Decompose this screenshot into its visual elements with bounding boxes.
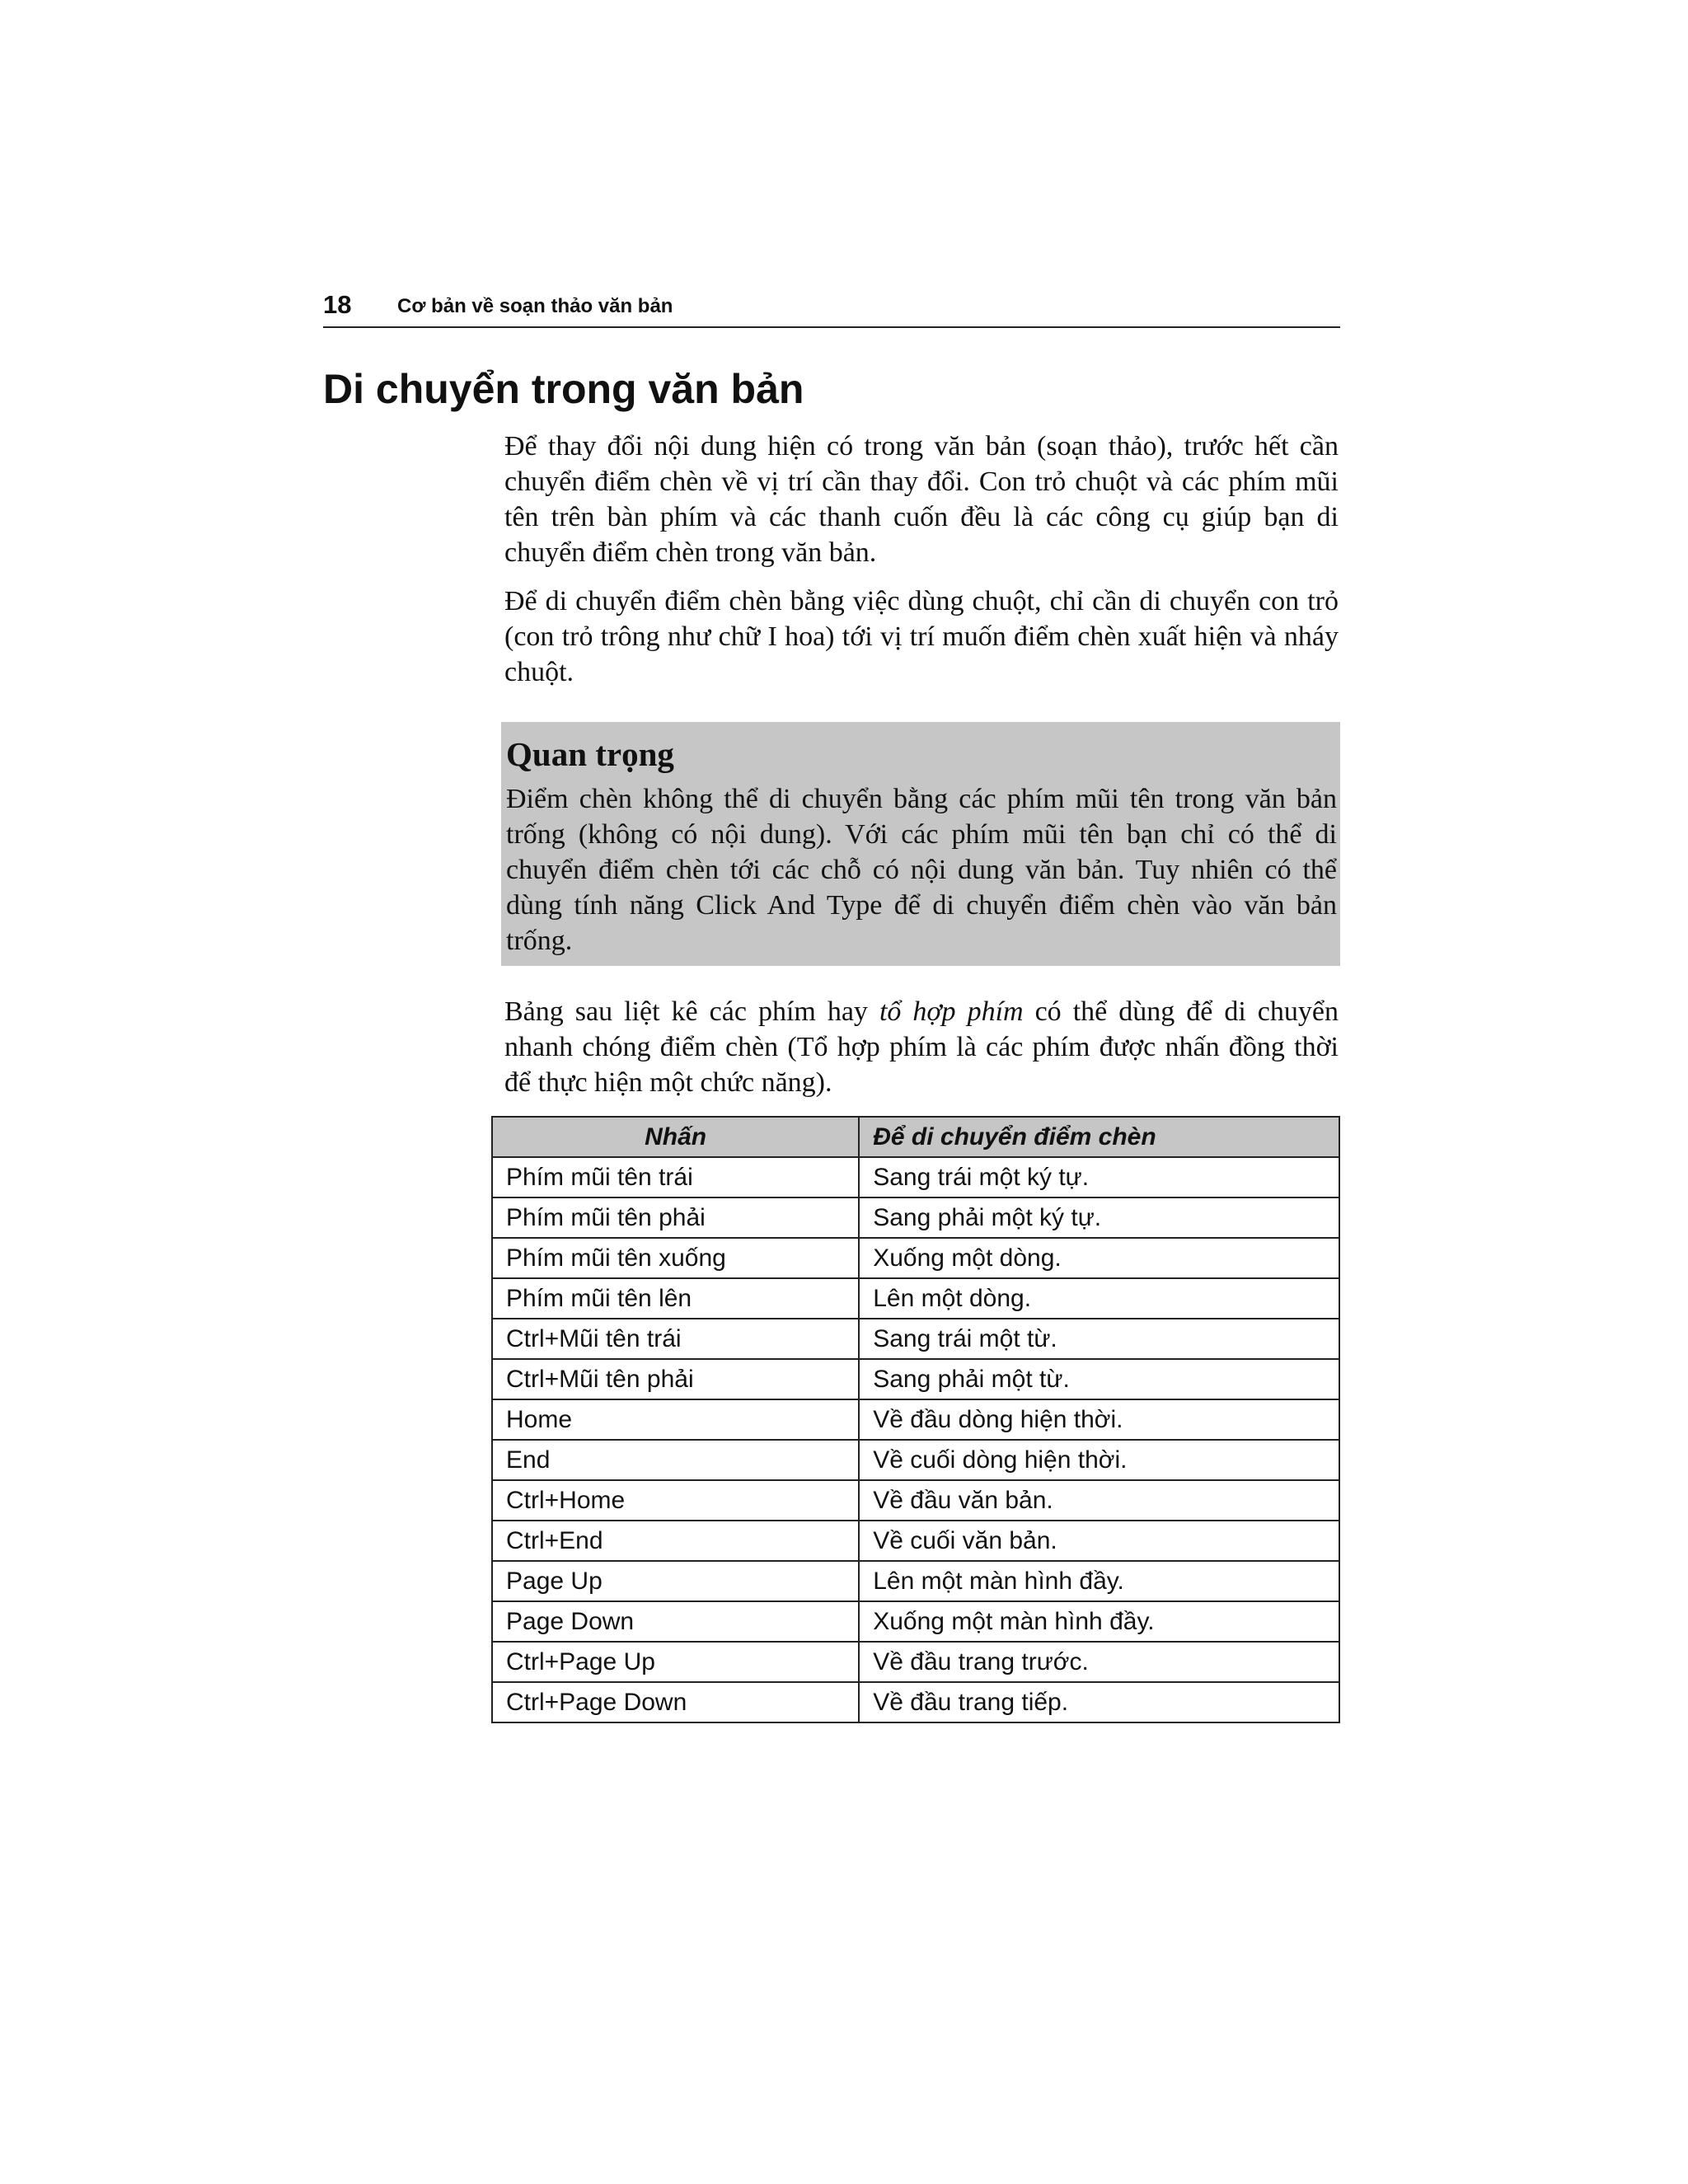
table-cell-key: Page Down <box>492 1601 859 1642</box>
note-title: Quan trọng <box>506 735 674 773</box>
table-cell-key: Phím mũi tên trái <box>492 1157 859 1197</box>
table-row <box>492 1319 1339 1359</box>
running-title: Cơ bản về soạn thảo văn bản <box>397 295 673 317</box>
table-row <box>492 1561 1339 1601</box>
table-cell-key: End <box>492 1440 859 1480</box>
table-row <box>492 1521 1339 1561</box>
important-note-box <box>501 722 1340 966</box>
table-cell-action: Về đầu trang trước. <box>859 1642 1339 1682</box>
table-cell-key: Phím mũi tên xuống <box>492 1238 859 1278</box>
table-cell-key: Page Up <box>492 1561 859 1601</box>
note-body: Điểm chèn không thể di chuyển bằng các phím mũi tên trong văn bản trống (không có nội dung). Với các phím mũi tên bạn chỉ có thể di chuyển điểm chèn tới các chỗ có nội dung văn bản. Tuy nhiên có thể dùng tính năng Click And Type để di chuyển điểm chèn vào văn bản trống. <box>506 784 1337 956</box>
column-header-action: Để di chuyển điểm chèn <box>859 1117 1339 1157</box>
table-row <box>492 1601 1339 1642</box>
table-row <box>492 1359 1339 1399</box>
table-header-row <box>492 1117 1339 1157</box>
table-row <box>492 1197 1339 1238</box>
table-row <box>492 1642 1339 1682</box>
table-cell-action: Sang phải một từ. <box>859 1359 1339 1399</box>
table-cell-action: Về cuối dòng hiện thời. <box>859 1440 1339 1480</box>
table-cell-action: Lên một màn hình đầy. <box>859 1561 1339 1601</box>
table-cell-key: Home <box>492 1399 859 1440</box>
section-title: Di chuyển trong văn bản <box>323 366 804 412</box>
page-header <box>323 290 1340 328</box>
table-cell-key: Ctrl+Mũi tên phải <box>492 1359 859 1399</box>
paragraph-table-intro-term: tổ hợp phím <box>879 996 1024 1027</box>
table-row <box>492 1399 1339 1440</box>
table-cell-key: Ctrl+Page Up <box>492 1642 859 1682</box>
paragraph-table-intro <box>504 994 1339 1100</box>
table-row <box>492 1682 1339 1722</box>
paragraph-table-intro-start: Bảng sau liệt kê các phím hay <box>504 996 879 1027</box>
table-cell-action: Về cuối văn bản. <box>859 1521 1339 1561</box>
table-row <box>492 1440 1339 1480</box>
table-cell-action: Xuống một màn hình đầy. <box>859 1601 1339 1642</box>
paragraph-table-intro-end: có thể dùng để di chuyển nhanh chóng điểm chèn (Tổ hợp phím là các phím được nhấn đồng thời để thực hiện một chức năng). <box>504 996 1339 1098</box>
table-cell-action: Lên một dòng. <box>859 1278 1339 1319</box>
shortcut-table <box>491 1116 1340 1723</box>
table-cell-key: Ctrl+Mũi tên trái <box>492 1319 859 1359</box>
table-cell-key: Ctrl+Page Down <box>492 1682 859 1722</box>
table-cell-action: Về đầu trang tiếp. <box>859 1682 1339 1722</box>
page-number: 18 <box>323 290 352 319</box>
paragraph-mouse: Để di chuyển điểm chèn bằng việc dùng chuột, chỉ cần di chuyển con trỏ (con trỏ trông như chữ I hoa) tới vị trí muốn điểm chèn xuất hiện và nháy chuột. <box>504 586 1339 687</box>
paragraph-intro: Để thay đổi nội dung hiện có trong văn bản (soạn thảo), trước hết cần chuyển điểm chèn về vị trí cần thay đổi. Con trỏ chuột và các phím mũi tên trên bàn phím và các thanh cuốn đều là các công cụ giúp bạn di chuyển điểm chèn trong văn bản. <box>504 431 1339 568</box>
table-row <box>492 1238 1339 1278</box>
table-cell-action: Về đầu dòng hiện thời. <box>859 1399 1339 1440</box>
column-header-key: Nhấn <box>492 1117 859 1157</box>
table-cell-action: Về đầu văn bản. <box>859 1480 1339 1521</box>
table-cell-action: Xuống một dòng. <box>859 1238 1339 1278</box>
table-cell-key: Ctrl+End <box>492 1521 859 1561</box>
table-row <box>492 1480 1339 1521</box>
table-row <box>492 1278 1339 1319</box>
table-cell-key: Ctrl+Home <box>492 1480 859 1521</box>
table-row <box>492 1157 1339 1197</box>
table-cell-action: Sang trái một ký tự. <box>859 1157 1339 1197</box>
table-cell-action: Sang phải một ký tự. <box>859 1197 1339 1238</box>
table-cell-key: Phím mũi tên phải <box>492 1197 859 1238</box>
table-cell-action: Sang trái một từ. <box>859 1319 1339 1359</box>
table-cell-key: Phím mũi tên lên <box>492 1278 859 1319</box>
